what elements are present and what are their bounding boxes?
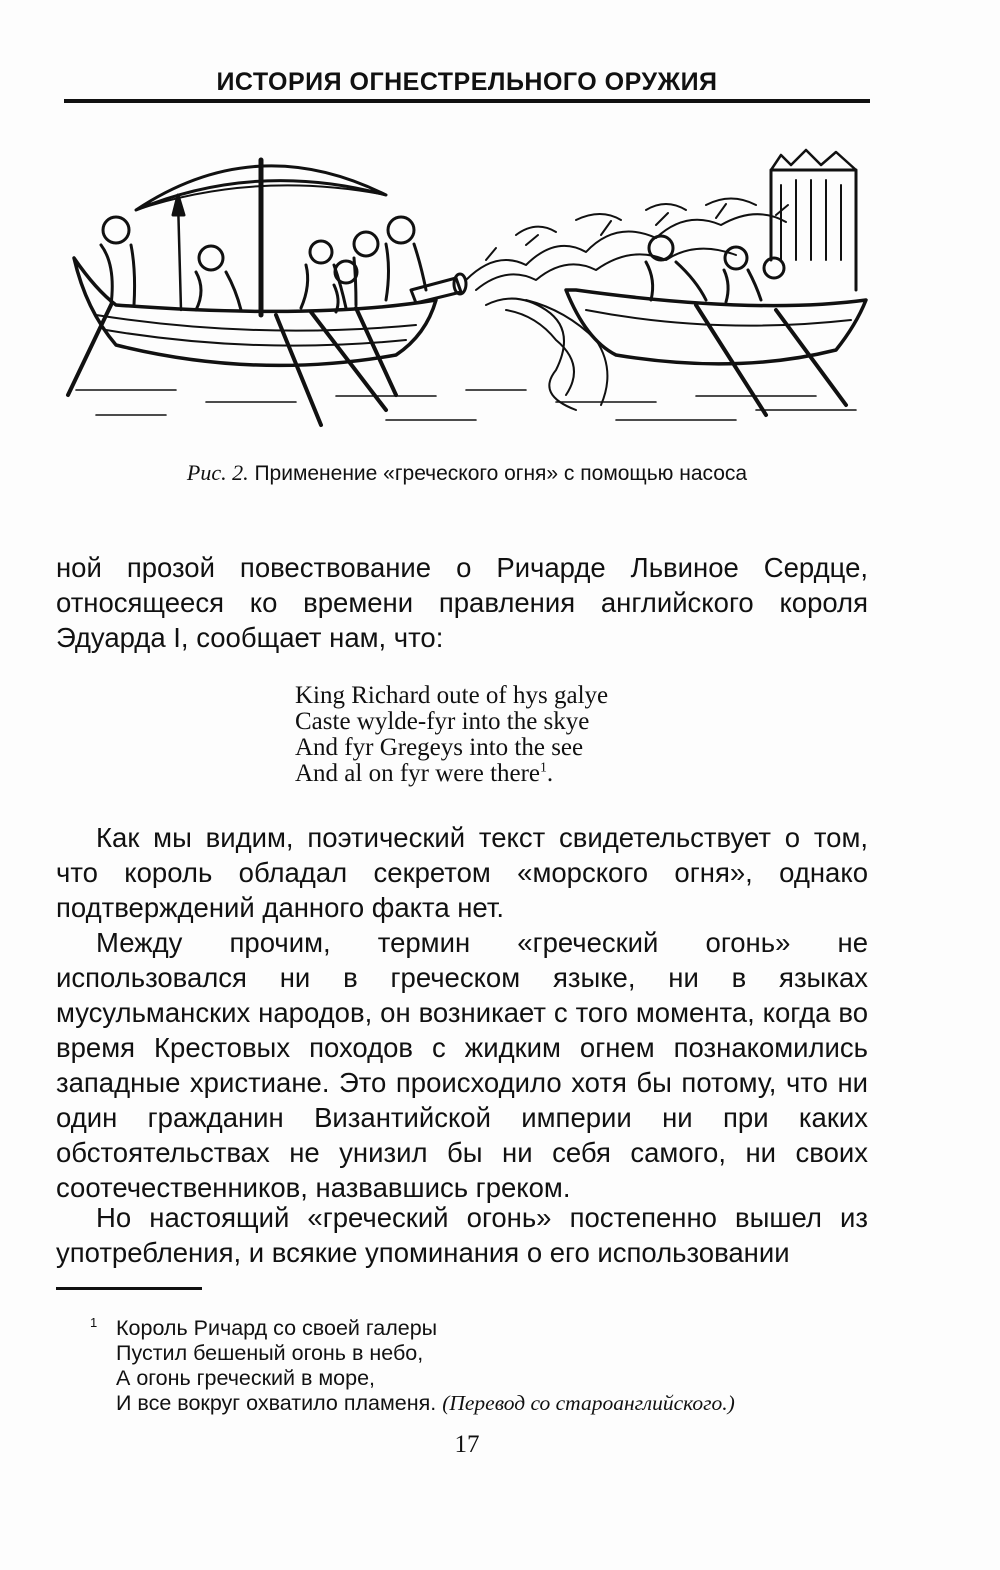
- verse-line: And fyr Gregeys into the see: [295, 734, 584, 761]
- paragraph-2: Как мы видим, поэтический текст свидетельствует о том, что король обладал секретом «морского огня», однако подтверждений данного факта нет.: [56, 822, 868, 923]
- header-rule: [64, 99, 870, 103]
- verse-line: King Richard oute of hys galye: [295, 682, 609, 709]
- translation-note: (Перевод со староанглийского.): [442, 1391, 735, 1415]
- page-number: 17: [454, 1431, 480, 1458]
- figure-caption: [64, 458, 870, 489]
- footnote-ref: 1: [540, 759, 547, 775]
- figure-caption-text: Применение «греческого огня» с помощью насоса: [254, 462, 748, 485]
- water-hatching: [76, 390, 856, 420]
- footnote-line: Король Ричард со своей галеры: [116, 1316, 438, 1340]
- figure-label: Рис. 2.: [186, 460, 249, 485]
- verse-line: And al on fyr were there$^1$.: [295, 759, 554, 787]
- verse-line: Caste wylde-fyr into the skye: [295, 708, 590, 735]
- greek-fire-illustration: [56, 140, 872, 440]
- footnote-marker: 1: [90, 1315, 98, 1330]
- footnote: [90, 1316, 880, 1416]
- footnote-line: А огонь греческий в море,: [116, 1366, 376, 1390]
- right-galley: [566, 150, 866, 415]
- left-galley: [68, 160, 466, 425]
- paragraph-3: Между прочим, термин «греческий огонь» не использовался ни в греческом языке, ни в языках мусульманских народов, он возникает с того момента, когда во время Крестовых походов с жидким огнем познакомились западные христиане. Это происходило хотя бы потому, что ни один гражданин Византийской империи ни при каких обстоятельствах не унизил бы ни себя самого, ни своих соотечественников, назвавшись греком.: [56, 927, 868, 1203]
- footnote-rule: [56, 1287, 202, 1290]
- verse-quote: [295, 683, 815, 787]
- paragraph-1: ной прозой повествование о Ричарде Львиное Сердце, относящееся ко времени правления английского короля Эдуарда I, сообщает нам, что:: [56, 552, 868, 653]
- footnote-line: Пустил бешеный огонь в небо,: [116, 1341, 424, 1365]
- paragraph-4: Но настоящий «греческий огонь» постепенно вышел из употребления, и всякие упоминания о его использовании: [56, 1202, 868, 1268]
- footnote-line: И все вокруг охватило пламеня.: [116, 1391, 437, 1415]
- running-head: ИСТОРИЯ ОГНЕСТРЕЛЬНОГО ОРУЖИЯ: [216, 68, 718, 96]
